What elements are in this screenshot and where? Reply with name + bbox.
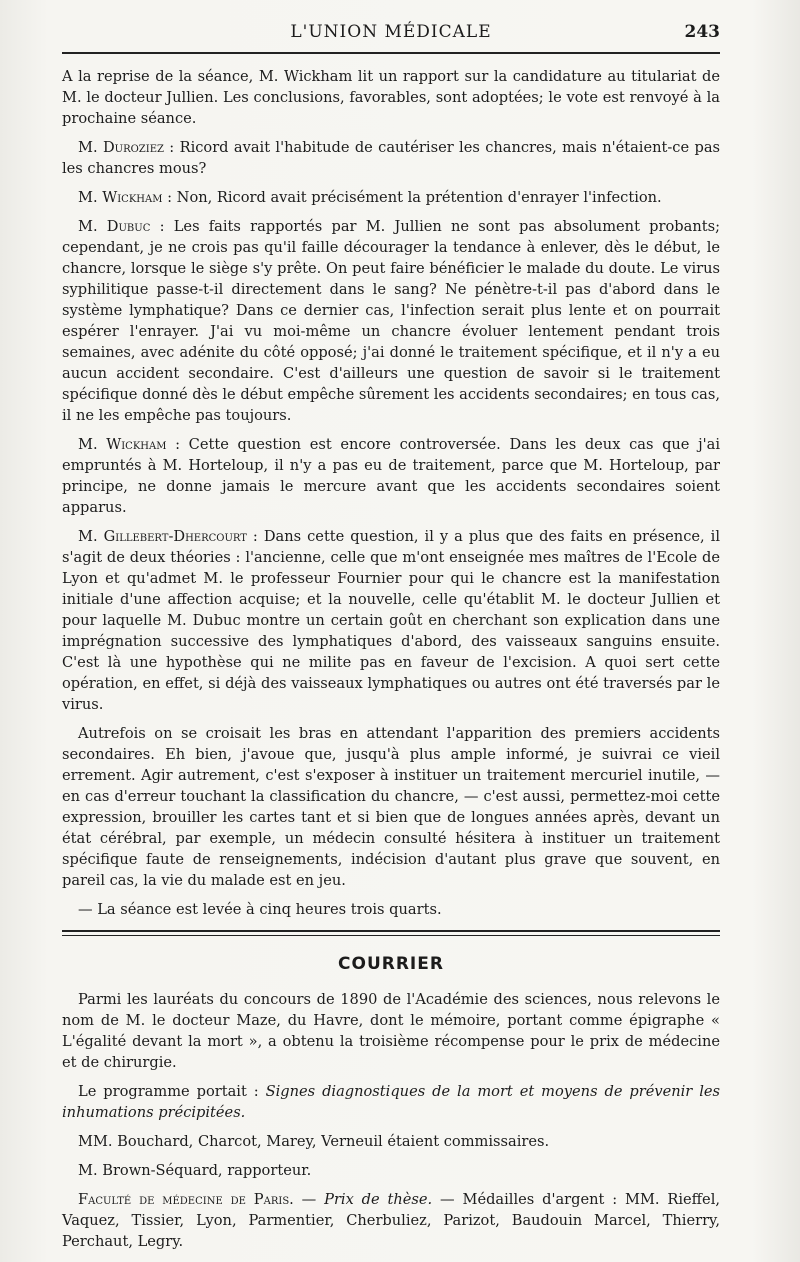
paragraph	[62, 216, 720, 426]
page-header	[62, 22, 720, 52]
speaker-name: M. Gillebert-Dhercourt :	[78, 528, 258, 545]
paragraph	[62, 723, 720, 891]
running-title: L'UNION MÉDICALE	[290, 22, 492, 42]
program-title: Signes diagnostiques de la mort et moyens de prévenir les inhumations précipitées.	[62, 1083, 720, 1121]
divider-thin	[62, 935, 720, 936]
faculty-name: Faculté de médecine de Paris.	[78, 1191, 294, 1208]
paragraph	[62, 1131, 720, 1152]
paragraph	[62, 66, 720, 129]
paragraph	[62, 899, 720, 920]
paragraph-text: Ricord avait l'habitude de cautériser les chancres, mais n'étaient-ce pas les chancres mous?	[62, 139, 721, 177]
paragraph-text: Autrefois on se croisait les bras en attendant l'apparition des premiers accidents secondaires. Eh bien, j'avoue que, jusqu'à plus ample informé, je suivrai ce vieil errement. Agir autrement, c'est s'exposer à instituer un traitement mercuriel inutile, — en cas d'erreur touchant la classification du chancre, — c'est aussi, permettez-moi cette expression, brouiller les cartes tant et si bien que de longues années après, devant un état cérébral, par exemple, un médecin consulté hésitera à instituer un traitement spécifique faute de renseignements, indécision d'autant plus grave que souvent, en pareil cas, la vie du malade est en jeu.	[62, 725, 720, 889]
paragraph	[62, 137, 720, 179]
paragraph	[62, 1189, 720, 1252]
paragraph	[62, 526, 720, 715]
paragraph-text: — La séance est levée à cinq heures trois quarts.	[78, 901, 442, 918]
paragraph-text: M. Brown-Séquard, rapporteur.	[78, 1162, 312, 1179]
divider-thick	[62, 930, 720, 932]
paragraph-text: A la reprise de la séance, M. Wickham lit un rapport sur la candidature au titulariat de M. le docteur Jullien. Les conclusions, favorables, sont adoptées; le vote est renvoyé à la prochaine séance.	[62, 68, 720, 127]
header-rule	[62, 52, 720, 54]
prize-name: Prix de thèse.	[324, 1191, 433, 1208]
paragraph-text: Dans cette question, il y a plus que des faits en présence, il s'agit de deux théories : l'ancienne, celle que m'ont enseignée mes maîtres de l'Ecole de Lyon et qu'admet M. le professeur Fournier pour qui le chancre est la manifestation initiale d'une affection acquise; et la nouvelle, celle qu'établit M. le docteur Jullien et pour laquelle M. Dubuc montre un certain goût en cherchant son explication dans une imprégnation successive des lymphatiques d'abord, des vaisseaux sanguins ensuite. C'est là une hypothèse qui ne milite pas en faveur de l'excision. A quoi sert cette opération, en effet, si déjà des vaisseaux lymphatiques ou autres ont été traversés par le virus.	[62, 528, 720, 713]
section-divider	[62, 930, 720, 936]
speaker-name: M. Duroziez :	[78, 139, 175, 156]
paragraph-text: Cette question est encore controversée. Dans les deux cas que j'ai empruntés à M. Horteloup, il n'y a pas eu de traitement, parce que M. Horteloup, par principe, ne donne jamais le mercure avant que les accidents secondaires soient apparus.	[62, 436, 720, 516]
page-number: 243	[684, 22, 720, 42]
paragraph	[62, 1081, 720, 1123]
article-body	[62, 66, 720, 1260]
paragraph	[62, 434, 720, 518]
section-title: COURRIER	[338, 954, 444, 974]
paragraph-text: MM. Bouchard, Charcot, Marey, Verneuil étaient commissaires.	[78, 1133, 550, 1150]
paragraph	[62, 989, 720, 1073]
paragraph	[62, 187, 720, 208]
paragraph-text: Les faits rapportés par M. Jullien ne sont pas absolument probants; cependant, je ne crois pas qu'il faille décourager la tendance à enlever, dès le début, le chancre, lorsque le siège s'y prête. On peut faire bénéficier le malade du doute. Le virus syphilitique passe-t-il directement dans le sang? Ne pénètre-t-il pas d'abord dans le système lymphatique? Dans ce dernier cas, l'infection serait plus lente et on pourrait espérer l'enrayer. J'ai vu moi-même un chancre évoluer lentement pendant trois semaines, avec adénite du côté opposé; j'ai donné le traitement spécifique, et il n'y a eu aucun accident secondaire. C'est d'ailleurs une question de savoir si le traitement spécifique donné dès le début empêche sûrement les accidents secondaires; en tous cas, il ne les empêche pas toujours.	[62, 218, 720, 424]
speaker-name: M. Dubuc :	[78, 218, 165, 235]
paragraph-text: Le programme portait :	[78, 1083, 266, 1100]
speaker-name: M. Wickham :	[78, 189, 173, 206]
dash: —	[293, 1191, 325, 1208]
speaker-name: M. Wickham :	[78, 436, 181, 453]
paragraph-text: Parmi les lauréats du concours de 1890 de l'Académie des sciences, nous relevons le nom de M. le docteur Maze, du Havre, dont le mémoire, portant comme épigraphe « L'égalité devant la mort », a obtenu la troisième récompense pour le prix de médecine et de chirurgie.	[62, 991, 720, 1071]
paragraph	[62, 1160, 720, 1181]
paragraph-text: — Médailles d'argent : MM. Rieffel, Vaquez, Tissier, Lyon, Parmentier, Cherbuliez, Parizot, Baudouin Marcel, Thierry, Perchaut, Legry.	[62, 1191, 720, 1250]
paragraph-text: Non, Ricord avait précisément la prétention d'enrayer l'infection.	[172, 189, 662, 206]
